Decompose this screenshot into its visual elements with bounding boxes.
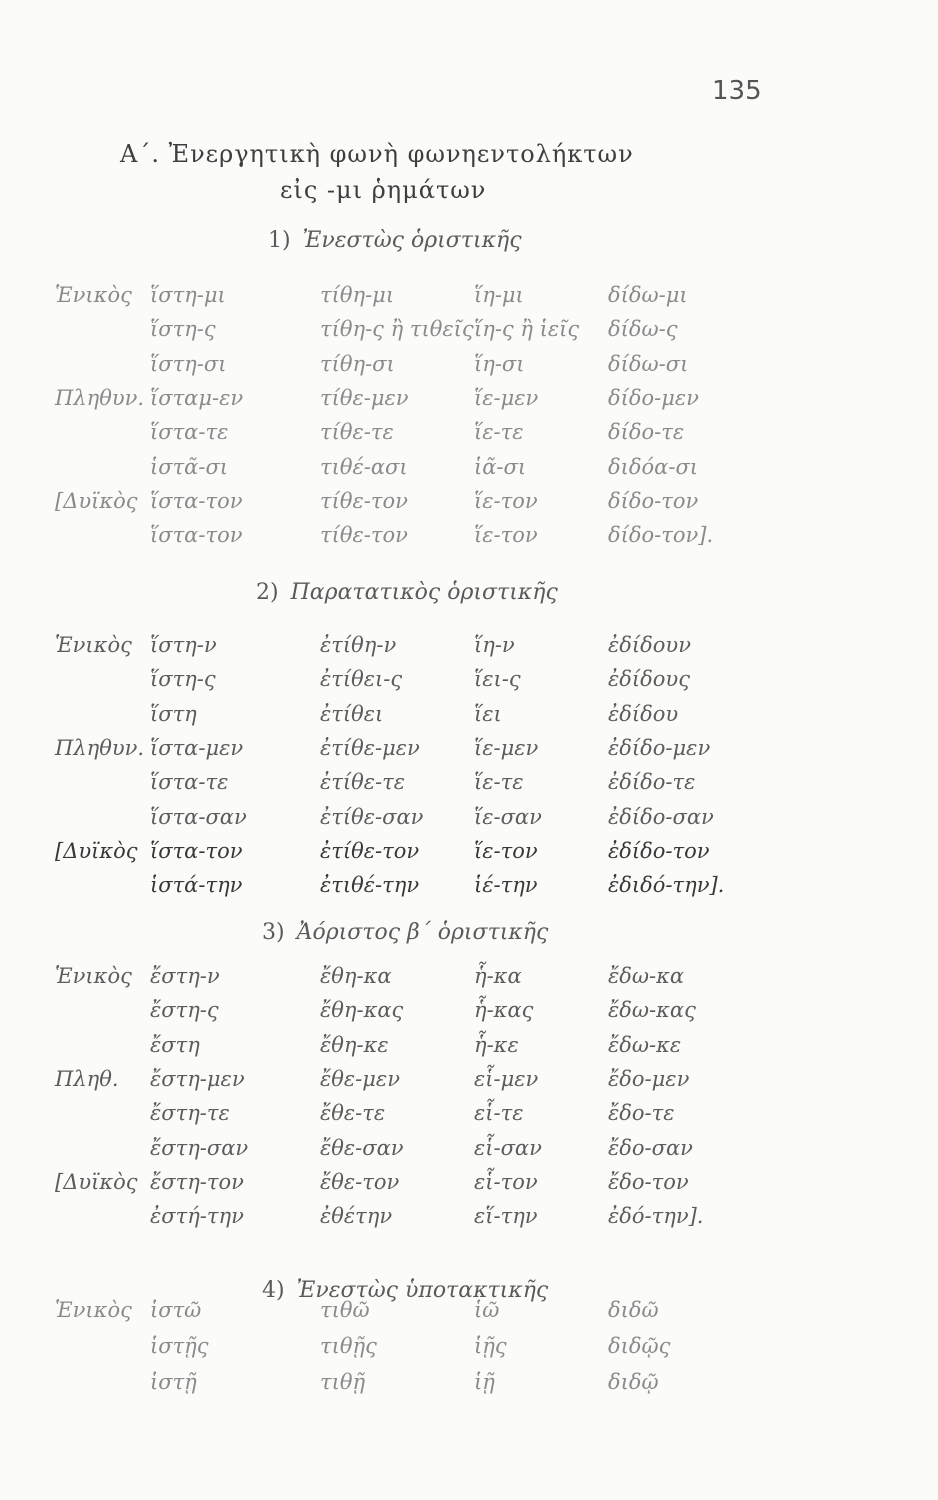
table-row [0,998,938,1030]
verb-form: ἵσταμ-εν [150,385,244,410]
table-row [0,1370,938,1402]
verb-form: ἵη-ς ἢ ἱεῖς [474,317,580,342]
verb-form: ἧ-κας [474,998,534,1023]
verb-form: δίδο-τον [608,488,699,513]
verb-form: τίθη-σι [320,351,395,376]
verb-form: ἐδίδο-τον [608,838,710,863]
verb-form: ἵστα-τον [150,838,243,863]
verb-form: ἐτίθε-τον [320,838,420,863]
table-row [0,805,938,837]
table-row [0,1136,938,1168]
verb-form: ἐδιδό-την]. [608,873,725,898]
verb-form: ἵε-τον [474,523,538,548]
number-label: Ἑνικὸς [55,633,132,657]
verb-form: ἱστά-την [150,873,243,898]
table-row [0,702,938,734]
verb-form: ἔθη-κε [320,1032,389,1057]
verb-form: ἐτίθε-τε [320,770,406,795]
number-label: [Δυϊκὸς [55,838,138,863]
verb-form: ἐστή-την [150,1204,244,1229]
table-row [0,1298,938,1330]
table-row [0,964,938,996]
verb-form: ἔθε-τον [320,1169,400,1194]
section-number: 2) [256,580,279,605]
table-row [0,1067,938,1099]
verb-form: εἷ-τε [474,1101,524,1126]
table-row [0,1334,938,1366]
verb-form: ἔδο-τον [608,1169,689,1194]
verb-form: ἐτίθη-ν [320,633,397,657]
table-row [0,283,938,315]
verb-form: ἵστα-τον [150,523,243,548]
section-title-text: Παρατατικὸς ὁριστικῆς [290,580,558,605]
table-row [0,352,938,384]
verb-form: τίθε-μεν [320,385,409,410]
number-label: Ἑνικὸς [55,1298,132,1322]
section-title-text: Ἐνεστὼς ὑποτακτικῆς [296,1278,549,1303]
verb-form: ἔστη-ν [150,964,220,988]
number-label: Πληθ. [55,1066,119,1091]
verb-form: ἵστα-σαν [150,804,247,829]
table-row [0,523,938,555]
verb-form: δίδο-μεν [608,385,699,410]
verb-form: τιθέ-ασι [320,454,408,479]
verb-form: εἵ-την [474,1204,538,1229]
verb-form: ἐδίδους [608,667,690,692]
verb-form: ἐδίδο-μεν [608,735,711,760]
verb-form: ἵστη-μι [150,283,226,307]
verb-form: ἐτίθει-ς [320,667,403,692]
verb-form: ἵε-τον [474,838,538,863]
number-label: [Δυϊκὸς [55,488,138,513]
table-row [0,1101,938,1133]
verb-form: τίθε-τε [320,420,394,445]
verb-form: τιθῶ [320,1298,370,1322]
verb-form: ἔστη-τον [150,1169,244,1194]
verb-form: εἷ-μεν [474,1066,539,1091]
section-number: 4) [262,1278,285,1303]
verb-form: ἔδω-κε [608,1032,682,1057]
verb-form: ἐδίδου [608,701,679,726]
verb-form: ἵστη-σι [150,351,227,376]
verb-form: ἔδο-σαν [608,1135,693,1160]
table-row [0,455,938,487]
verb-form: ἔστη-τε [150,1101,230,1126]
verb-form: ἵστα-μεν [150,735,244,760]
number-label: Ἑνικὸς [55,283,132,307]
verb-form: τίθε-τον [320,488,408,513]
verb-form: ἵε-τον [474,488,538,513]
table-row [0,667,938,699]
verb-form: διδῷς [608,1334,671,1358]
verb-form: ἱᾶ-σι [474,454,527,479]
verb-form: ἐδίδο-σαν [608,804,714,829]
verb-form: ἵστη-ν [150,633,217,657]
verb-form: ἵε-τε [474,420,524,445]
verb-form: ἵστα-τον [150,488,243,513]
table-row [0,1033,938,1065]
number-label: Ἑνικὸς [55,964,132,988]
verb-form: ἱστᾶ-σι [150,454,229,479]
verb-form: ἔστη-μεν [150,1066,245,1091]
verb-form: ἵστη [150,701,197,726]
verb-form: τιθῇ [320,1370,366,1394]
verb-form: διδόα-σι [608,454,699,479]
verb-form: ἱῶ [474,1298,500,1322]
verb-form: τίθη-ς ἢ τιθεῖς [320,317,474,342]
verb-form: ἱστῇ [150,1370,197,1394]
verb-form: ἵστα-τε [150,770,229,795]
verb-form: ἐδίδο-τε [608,770,696,795]
table-row [0,386,938,418]
table-row [0,1204,938,1236]
verb-form: ἵει-ς [474,667,521,692]
verb-form: ἐτίθε-σαν [320,804,424,829]
verb-form: ἱστῶ [150,1298,202,1322]
verb-form: ἵε-τε [474,770,524,795]
table-row [0,489,938,521]
table-row [0,633,938,665]
table-row [0,839,938,871]
verb-form: ἵε-σαν [474,804,542,829]
section-title-text: Ἐνεστὼς ὁριστικῆς [302,228,522,253]
verb-form: ἵε-μεν [474,385,539,410]
verb-form: ἱστῇς [150,1334,209,1358]
table-row [0,873,938,905]
verb-form: τίθε-τον [320,523,408,548]
section-title [256,580,558,605]
verb-form: δίδο-τον]. [608,523,714,548]
verb-form: ἵστη-ς [150,317,216,342]
verb-form: διδῶ [608,1298,659,1322]
verb-form: ἐθέτην [320,1204,393,1229]
verb-form: ἧ-κε [474,1032,519,1057]
verb-form: τίθη-μι [320,283,395,307]
verb-form: ἱῇς [474,1334,507,1358]
table-row [0,317,938,349]
section-title-text: Ἀόριστος β΄ ὁριστικῆς [296,920,549,945]
verb-form: ἔθη-κας [320,998,404,1023]
verb-form: ἔδω-κα [608,964,685,988]
verb-form: εἷ-σαν [474,1135,542,1160]
verb-form: ἔδω-κας [608,998,696,1023]
verb-form: ἵη-μι [474,283,524,307]
number-label: Πληθυν. [55,735,145,760]
verb-form: ἐτίθει [320,701,384,726]
verb-form: ἐτιθέ-την [320,873,420,898]
verb-form: διδῷ [608,1370,659,1394]
verb-form: τιθῇς [320,1334,377,1358]
verb-form: ἔθε-μεν [320,1066,400,1091]
verb-form: δίδω-μι [608,283,688,307]
verb-form: ἱέ-την [474,873,538,898]
verb-form: ἐδό-την]. [608,1204,704,1229]
number-label: [Δυϊκὸς [55,1169,138,1194]
table-row [0,420,938,452]
verb-form: ἔστη [150,1032,200,1057]
verb-form: δίδω-ς [608,317,678,342]
verb-form: ἵστα-τε [150,420,229,445]
verb-form: ἔστη-σαν [150,1135,249,1160]
verb-form: ἐδίδουν [608,633,691,657]
verb-form: ἵστη-ς [150,667,216,692]
section-title [268,228,522,253]
verb-form: ἔστη-ς [150,998,219,1023]
verb-form: ἔθε-σαν [320,1135,404,1160]
verb-form: ἔθε-τε [320,1101,386,1126]
verb-form: ἵει [474,701,502,726]
number-label: Πληθυν. [55,385,145,410]
verb-form: ἧ-κα [474,964,522,988]
verb-form: εἷ-τον [474,1169,538,1194]
verb-form: ἔδο-μεν [608,1066,690,1091]
table-row [0,736,938,768]
verb-form: ἐτίθε-μεν [320,735,420,760]
verb-form: ἔδο-τε [608,1101,675,1126]
page-number: 135 [712,76,762,106]
verb-form: ἵη-ν [474,633,515,657]
section-number: 1) [268,228,291,253]
verb-form: ἵη-σι [474,351,525,376]
verb-form: ἵε-μεν [474,735,539,760]
heading-line-2: εἰς -μι ῥημάτων [280,176,487,204]
section-number: 3) [262,920,285,945]
table-row [0,770,938,802]
section-title [262,920,548,945]
verb-form: δίδω-σι [608,351,689,376]
heading-line-1: Α΄. Ἐνεργητικὴ φωνὴ φωνηεντολήκτων [120,140,634,168]
table-row [0,1170,938,1202]
verb-form: ἱῇ [474,1370,495,1394]
verb-form: δίδο-τε [608,420,685,445]
verb-form: ἔθη-κα [320,964,392,988]
